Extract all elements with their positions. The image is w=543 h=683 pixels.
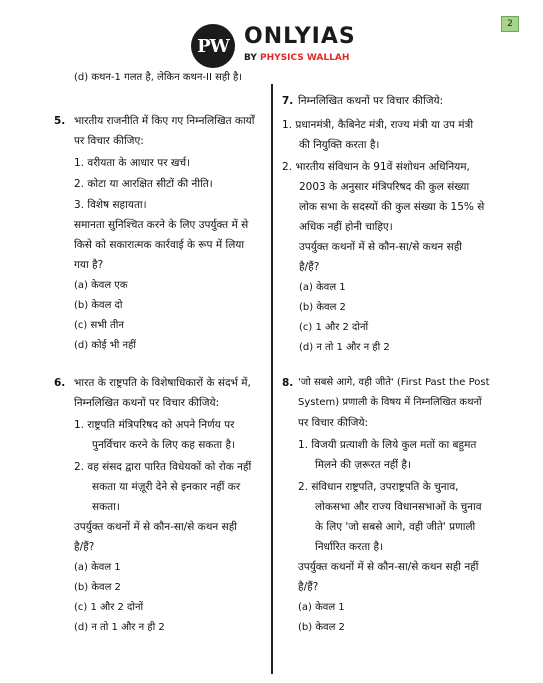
q8-option-b: (b) केवल 2 bbox=[298, 622, 345, 633]
q6-question-line: है/हैं? bbox=[74, 541, 95, 553]
q8-statement-line: के लिए 'जो सबसे आगे, वही जीते' प्रणाली bbox=[315, 521, 476, 533]
q6-statement-line: सकता या मंज़ूरी देने से इनकार नहीं कर bbox=[92, 481, 241, 493]
q7-statement-line: की नियुक्ति करता है। bbox=[299, 139, 380, 151]
q8-question-line: उपर्युक्त कथनों में से कौन-सा/से कथन सही नहीं bbox=[298, 561, 479, 573]
q7-option-a: (a) केवल 1 bbox=[299, 282, 346, 293]
q5-option-b: (b) केवल दो bbox=[74, 300, 123, 311]
q5-item: 2. कोटा या आरक्षित सीटों की नीति। bbox=[74, 178, 213, 190]
q5-item: 1. वरीयता के आधार पर खर्च। bbox=[74, 157, 191, 169]
q6-option-c: (c) 1 और 2 दोनों bbox=[74, 602, 144, 613]
q5-question-line: समानता सुनिश्चित करने के लिए उपर्युक्त में से bbox=[74, 219, 249, 231]
q6-statement-line: पुनर्विचार करने के लिए कह सकता है। bbox=[92, 439, 236, 451]
brand-name: ONLYIAS bbox=[244, 24, 356, 49]
q6-statement-line: 1. राष्ट्रपति मंत्रिपरिषद को अपने निर्णय पर bbox=[74, 419, 235, 431]
q7-statement-line: लोक सभा के सदस्यों की कुल संख्या के 15% से bbox=[299, 201, 485, 213]
q8-statement-line: 2. संविधान राष्ट्रपति, उपराष्ट्रपति के चुनाव, bbox=[298, 481, 459, 493]
q7-number: 7. bbox=[282, 95, 294, 107]
page-header bbox=[0, 0, 543, 68]
q7-statement-line: 2003 के अनुसार मंत्रिपरिषद की कुल संख्या bbox=[299, 181, 470, 193]
q5-stem-line: पर विचार कीजिए: bbox=[74, 135, 144, 147]
q6-statement-line: सकता। bbox=[92, 501, 120, 513]
q5-stem-line: भारतीय राजनीति में किए गए निम्नलिखित कार्यों bbox=[74, 115, 255, 127]
q7-option-d: (d) न तो 1 और न ही 2 bbox=[299, 342, 390, 353]
q7-statement-line: अधिक नहीं होनी चाहिए। bbox=[299, 221, 393, 233]
q8-stem-line: 'जो सबसे आगे, वही जीते' (First Past the Post bbox=[298, 377, 490, 388]
q7-statement-line: 1. प्रधानमंत्री, कैबिनेट मंत्री, राज्य मंत्री या उप मंत्री bbox=[282, 119, 474, 131]
q5-question-line: गया है? bbox=[74, 259, 104, 271]
q6-statement-line: 2. वह संसद द्वारा पारित विधेयकों को रोक नहीं bbox=[74, 461, 252, 473]
q8-stem-line: पर विचार कीजिये: bbox=[298, 417, 369, 429]
q8-statement-line: लोकसभा और राज्य विधानसभाओं के चुनाव bbox=[315, 501, 482, 513]
q7-option-b: (b) केवल 2 bbox=[299, 302, 346, 313]
q6-number: 6. bbox=[54, 377, 66, 389]
q6-option-b: (b) केवल 2 bbox=[74, 582, 121, 593]
q6-stem-line: निम्नलिखित कथनों पर विचार कीजिये: bbox=[74, 397, 220, 409]
q7-question-line: है/हैं? bbox=[299, 261, 320, 273]
q7-statement-line: 2. भारतीय संविधान के 91वें संशोधन अधिनियम, bbox=[282, 161, 470, 173]
column-divider bbox=[271, 84, 273, 674]
q5-option-c: (c) सभी तीन bbox=[74, 320, 124, 331]
q8-statement-line: मिलने की ज़रूरत नहीं है। bbox=[315, 459, 411, 471]
q8-number: 8. bbox=[282, 377, 294, 389]
q7-question-line: उपर्युक्त कथनों में से कौन-सा/से कथन सही bbox=[299, 241, 462, 253]
q6-stem-line: भारत के राष्ट्रपति के विशेषाधिकारों के संदर्भ में, bbox=[74, 377, 251, 389]
q7-option-c: (c) 1 और 2 दोनों bbox=[299, 322, 369, 333]
q8-option-a: (a) केवल 1 bbox=[298, 602, 345, 613]
q4-option-d: (d) कथन-1 गलत है, लेकिन कथन-II सही है। bbox=[74, 72, 243, 83]
q6-option-d: (d) न तो 1 और न ही 2 bbox=[74, 622, 165, 633]
q5-option-a: (a) केवल एक bbox=[74, 280, 128, 291]
q5-question-line: किसे को सकारात्मक कार्रवाई के रूप में लिया bbox=[74, 239, 245, 251]
q7-stem-line: निम्नलिखित कथनों पर विचार कीजिये: bbox=[298, 95, 444, 107]
pw-logo-icon: PW bbox=[191, 24, 235, 68]
q8-question-line: है/हैं? bbox=[298, 581, 319, 593]
page-number-badge: 2 bbox=[501, 16, 519, 32]
q8-statement-line: निर्धारित करता है। bbox=[315, 541, 384, 553]
q5-number: 5. bbox=[54, 115, 66, 127]
q6-question-line: उपर्युक्त कथनों में से कौन-सा/से कथन सही bbox=[74, 521, 237, 533]
q8-stem-line: System) प्रणाली के विषय में निम्नलिखित कथनों bbox=[298, 397, 482, 408]
q8-statement-line: 1. विजयी प्रत्याशी के लिये कुल मतों का बहुमत bbox=[298, 439, 477, 451]
q5-item: 3. विशेष सहायता। bbox=[74, 199, 147, 211]
q5-option-d: (d) कोई भी नहीं bbox=[74, 340, 136, 351]
brand-byline: BY PHYSICS WALLAH bbox=[244, 53, 350, 63]
q6-option-a: (a) केवल 1 bbox=[74, 562, 121, 573]
